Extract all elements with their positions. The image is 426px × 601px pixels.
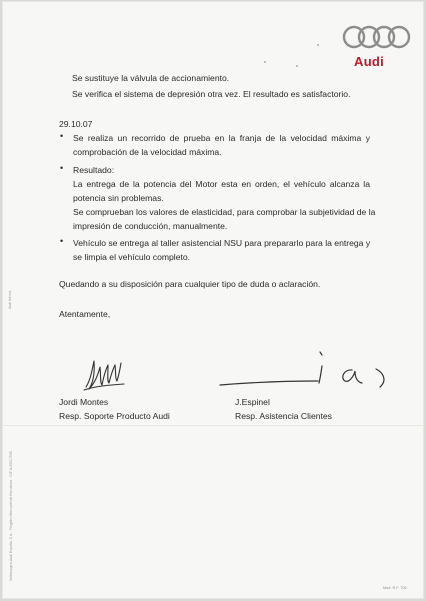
bullet-line: Vehículo se entrega al taller asistencial NSU para prepararlo para la entrega y	[73, 238, 371, 248]
greeting: Atentamente,	[59, 309, 111, 319]
paper-fold-line	[2, 425, 424, 426]
paragraph-line: Se verifica el sistema de depresión otra vez. El resultado es satisfactorio.	[72, 89, 351, 99]
signature-jordi-montes	[80, 353, 130, 393]
result-line: Se comprueban los valores de elasticidad, para comprobar la subjetividad de la	[73, 207, 376, 217]
closing-line: Quedando a su disposición para cualquier tipo de duda o aclaración.	[59, 279, 321, 289]
form-code: Mod. R.F. 706	[383, 586, 407, 590]
audi-rings-icon	[340, 23, 414, 51]
signatory-title-left: Resp. Soporte Producto Audi	[59, 411, 170, 421]
margin-legal-text: Volkswagen-Audi España, S.A. · Registro Mercantil de Barcelona · CIF A-08017535	[9, 451, 13, 581]
signatory-name-right: J.Espinel	[235, 397, 270, 407]
scan-speck	[317, 44, 319, 46]
result-line: potencia sin problemas.	[73, 193, 164, 203]
audi-logo	[340, 23, 414, 71]
signatory-title-right: Resp. Asistencia Clientes	[235, 411, 332, 421]
bullet-icon: •	[60, 163, 64, 173]
bullet-icon: •	[60, 131, 64, 141]
report-date: 29.10.07	[59, 119, 93, 129]
margin-vertical-text: Audi Ibérica	[8, 290, 12, 309]
bullet-line: comprobación de la velocidad máxima.	[73, 147, 222, 157]
result-line: impresión de conducción, manualmente.	[73, 221, 228, 231]
result-line: La entrega de la potencia del Motor esta en orden, el vehículo alcanza la	[73, 179, 370, 189]
signatory-name-left: Jordi Montes	[59, 397, 109, 407]
letter-page	[2, 1, 424, 599]
bullet-line: Se realiza un recorrido de prueba en la franja de la velocidad máxima y	[73, 133, 370, 143]
bullet-line: se limpia el vehículo completo.	[73, 252, 191, 262]
result-heading: Resultado:	[73, 165, 115, 175]
paragraph-line: Se sustituye la válvula de accionamiento.	[72, 73, 230, 83]
scan-speck	[264, 61, 266, 63]
signature-j-espinel	[216, 349, 396, 395]
audi-wordmark: Audi	[354, 54, 385, 69]
scan-speck	[296, 65, 298, 67]
bullet-icon: •	[60, 236, 64, 246]
